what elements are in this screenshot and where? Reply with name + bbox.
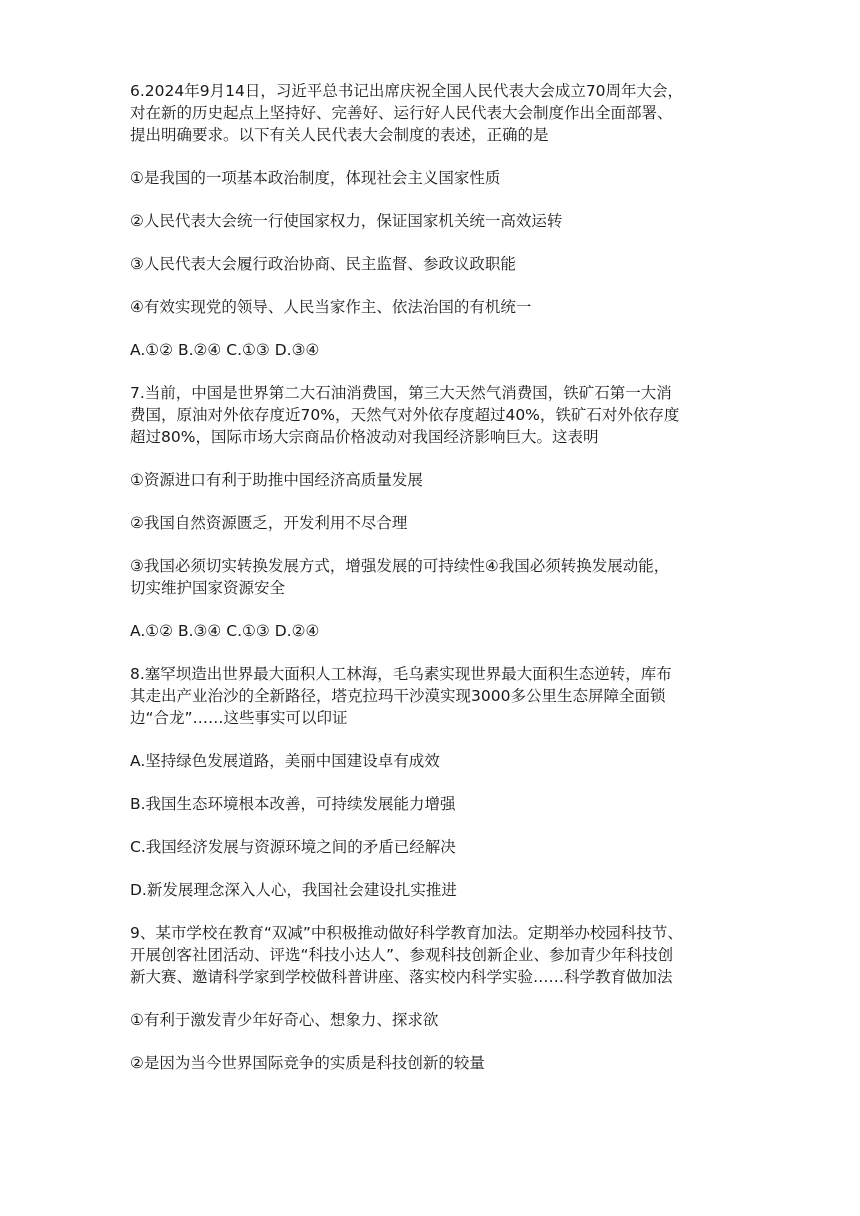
question-6-statement-2: ②人民代表大会统一行使国家权力，保证国家机关统一高效运转	[130, 212, 563, 230]
question-8-stem-line: 边“合龙”……这些事实可以印证	[130, 709, 348, 727]
question-6-statement-4: ④有效实现党的领导、人民当家作主、依法治国的有机统一	[130, 298, 532, 316]
question-8-option-c: C.我国经济发展与资源环境之间的矛盾已经解决	[130, 838, 456, 856]
question-6-statement-3: ③人民代表大会履行政治协商、民主监督、参政议政职能	[130, 255, 516, 273]
question-6-stem-line: 提出明确要求。以下有关人民代表大会制度的表述，正确的是	[130, 126, 549, 144]
question-9-stem-line: 9、某市学校在教育“双减”中积极推动做好科学教育加法。定期举办校园科技节、	[130, 924, 683, 942]
question-8-stem	[130, 663, 730, 729]
question-6-statement-1: ①是我国的一项基本政治制度，体现社会主义国家性质	[130, 169, 501, 187]
question-6-choices: A.①② B.②④ C.①③ D.③④	[130, 341, 320, 359]
question-9-stem	[130, 922, 730, 988]
question-7-statement-1: ①资源进口有利于助推中国经济高质量发展	[130, 471, 423, 489]
question-7-statement-line: ③我国必须切实转换发展方式，增强发展的可持续性④我国必须转换发展动能，	[130, 557, 670, 575]
question-6-stem-line: 对在新的历史起点上坚持好、完善好、运行好人民代表大会制度作出全面部署、	[130, 104, 673, 122]
question-8-stem-line: 其走出产业治沙的全新路径，塔克拉玛干沙漠实现3000多公里生态屏障全面锁	[130, 687, 666, 705]
question-7-statement-3-4	[130, 555, 730, 599]
question-9-stem-line: 开展创客社团活动、评选“科技小达人”、参观科技创新企业、参加青少年科技创	[130, 946, 674, 964]
question-7-statement-2: ②我国自然资源匮乏，开发利用不尽合理	[130, 514, 408, 532]
question-8-option-d: D.新发展理念深入人心，我国社会建设扎实推进	[130, 881, 457, 899]
question-7-stem-line: 7.当前，中国是世界第二大石油消费国，第三大天然气消费国，铁矿石第一大消	[130, 384, 672, 402]
question-9-stem-line: 新大赛、邀请科学家到学校做科普讲座、落实校内科学实验……科学教育做加法	[130, 968, 673, 986]
question-9-statement-1: ①有利于激发青少年好奇心、想象力、探求欲	[130, 1011, 439, 1029]
question-7-stem-line: 超过80%，国际市场大宗商品价格波动对我国经济影响巨大。这表明	[130, 428, 599, 446]
question-8-option-a: A.坚持绿色发展道路，美丽中国建设卓有成效	[130, 752, 440, 770]
question-7-stem	[130, 382, 730, 448]
question-6-stem	[130, 80, 730, 146]
question-6-stem-line: 6.2024年9月14日，习近平总书记出席庆祝全国人民代表大会成立70周年大会，	[130, 82, 684, 100]
question-9-statement-2: ②是因为当今世界国际竞争的实质是科技创新的较量	[130, 1054, 485, 1072]
question-7-stem-line: 费国，原油对外依存度近70%，天然气对外依存度超过40%，铁矿石对外依存度	[130, 406, 680, 424]
question-7-choices: A.①② B.③④ C.①③ D.②④	[130, 622, 320, 640]
question-8-stem-line: 8.塞罕坝造出世界最大面积人工林海，毛乌素实现世界最大面积生态逆转，库布	[130, 665, 672, 683]
question-8-option-b: B.我国生态环境根本改善，可持续发展能力增强	[130, 795, 456, 813]
question-7-statement-line: 切实维护国家资源安全	[130, 579, 286, 597]
